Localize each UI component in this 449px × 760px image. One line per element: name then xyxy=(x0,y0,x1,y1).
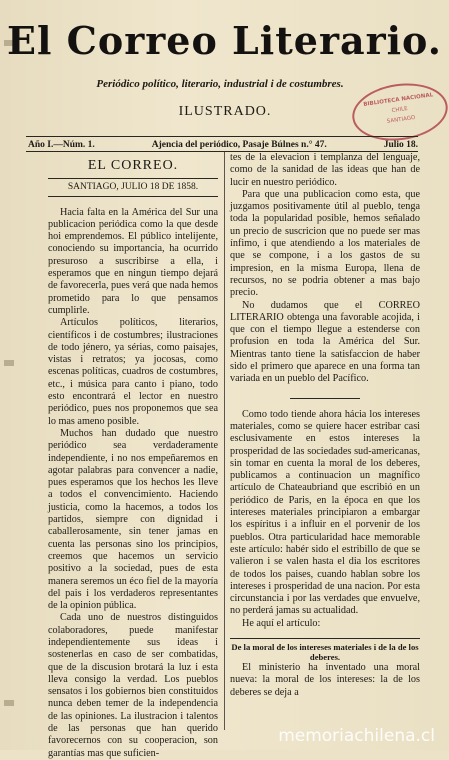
section-divider xyxy=(290,398,360,399)
stamp-line-1: BIBLIOTECA NACIONAL xyxy=(363,92,434,108)
issue-info-bar xyxy=(28,140,418,150)
issue-number: Año I.—Núm. 1. xyxy=(28,140,95,150)
issue-date: Julio 18. xyxy=(383,140,418,150)
top-rule xyxy=(26,136,418,137)
source-watermark: memoriachilena.cl xyxy=(278,726,435,746)
binding-mark xyxy=(4,700,14,706)
paragraph: Para que una publicacion como esta, que juzgamos positivamente útil al pueblo, tenga toda la popularidad posible, hemos señalado un precio de suscricion que no puede ser mas ínfimo, i que atendiendo a los materiales de que se compone, i a los gastos de su impresion, en la misma Europa, llena de recursos, no se podria obtener a mas bajo precio. xyxy=(230,188,420,299)
masthead-title: El Correo Literario. xyxy=(7,18,442,63)
agency-address: Ajencia del periódico, Pasaje Búlnes n.° 47. xyxy=(151,140,327,150)
paragraph: No dudamos que el CORREO LITERARIO obtenga una favorable acojida, i que con el tiempo llegue a estenderse con profusion en toda la América del Sur. Mientras tanto tiene la satisfaccion de haber sido el primero que aparece en una forma tan variada en un pueblo del Pacífico. xyxy=(230,299,420,385)
masthead-ilustrado: ILUSTRADO. xyxy=(178,104,272,119)
stamp-line-2: CHILE xyxy=(391,105,409,115)
paragraph: He aquí el artículo: xyxy=(242,617,321,629)
article-dateline: SANTIAGO, JULIO 18 DE 1858. xyxy=(48,178,218,196)
paragraph: El ministerio ha inventado una moral nueva: la moral de los intereses: la de los deberes se deja a xyxy=(230,661,420,698)
stamp-line-3: SANTIAGO xyxy=(386,114,416,125)
masthead-subtitle: Periódico político, literario, industrial i de costumbres. xyxy=(96,78,344,90)
paragraph: Artículos políticos, literarios, científicos i de costumbres; ilustraciones de todo jénero, ya sérias, como paisajes, vistas i retratos; ya jocosas, como escenas políticas, cuadros de costumbres, etc., i música para canto i piano, todo esto encontrará el lector en nuestro periódico, pues nos proponemos que sea lo mas ameno posible. xyxy=(48,317,218,427)
column-right xyxy=(230,152,420,699)
quoted-article-title: De la moral de los intereses materiales i de la de los deberes. xyxy=(230,638,420,662)
paragraph: tes de la elevacion i templanza del lenguaje, como de la sanidad de las ideas que han de lucir en nuestro periódico. xyxy=(230,152,420,188)
paragraph: Muchos han dudado que nuestro periódico sea verdaderamente independiente, i no nos empeñaremos en agotar palabras para convencer a nadie, pues esperamos que los hechos les lleve a todos el convencimiento. Haciendo justicia, como la hacemos, a todos los partidos, siempre con dignidad i caballerosamente, sin tener jamas en cuenta las personas sino los principios, creemos que hacemos un servicio positivo a la sociedad, pues de esta manera seremos un éco fiel de la mayoría del pais i los verdaderos representantes de la opinion pública. xyxy=(48,427,218,612)
paragraph: Cada uno de nuestros distinguidos colaboradores, puede manifestar independientemente sus ideas i sostenerlas en caso de ser combatidas, que de la discusion brotará la luz i esta lleva consigo la verdad. Los pueblos sensatos i los gobiernos bien constituidos nunca deben temer de la independencia de las opiniones. La ilustracion i talentos de las personas que han querido favorecernos con su cooperacion, son garantías mas que suficien- xyxy=(48,612,218,759)
column-divider xyxy=(224,152,225,730)
binding-mark xyxy=(4,360,14,366)
paragraph: Hacia falta en la América del Sur una publicacion periódica como la que desde hoi emprendemos. El público intelijente, conociendo su importancia, ha ocurrido presuroso a suscribirse a ella, i esperamos que en ningun tiempo dejará de favorecerla, pues verá que nada hemos prometido para lo que pensamos cumplirle. xyxy=(48,206,218,316)
paragraph: Como todo tiende ahora hácia los intereses materiales, como se quiere hacer estribar casi esclusivamente en estos intereses la prosperidad de las sociedades sud-americanas, sin tomar en cuenta la moral de los deberes, publicamos a continuacion un magnífico artículo de Chateaubriand que escribió en un periódico de Paris, en la época en que los intereses materiales principiaron a embargar los espíritus i a influir en el porvenir de los pueblos. Otra particularidad hace memorable este artículo: habér sido el estribillo de que se valieron i se valen hasta el dia los escritores de todos los paises, cuando hablan sobre los intereses i prosperidad de una nacion. Por esta circunstancia i por las verdades que envuelve, no perderá jamas su actualidad. xyxy=(230,408,420,617)
article-heading: EL CORREO. xyxy=(87,158,179,173)
column-left xyxy=(48,152,218,760)
